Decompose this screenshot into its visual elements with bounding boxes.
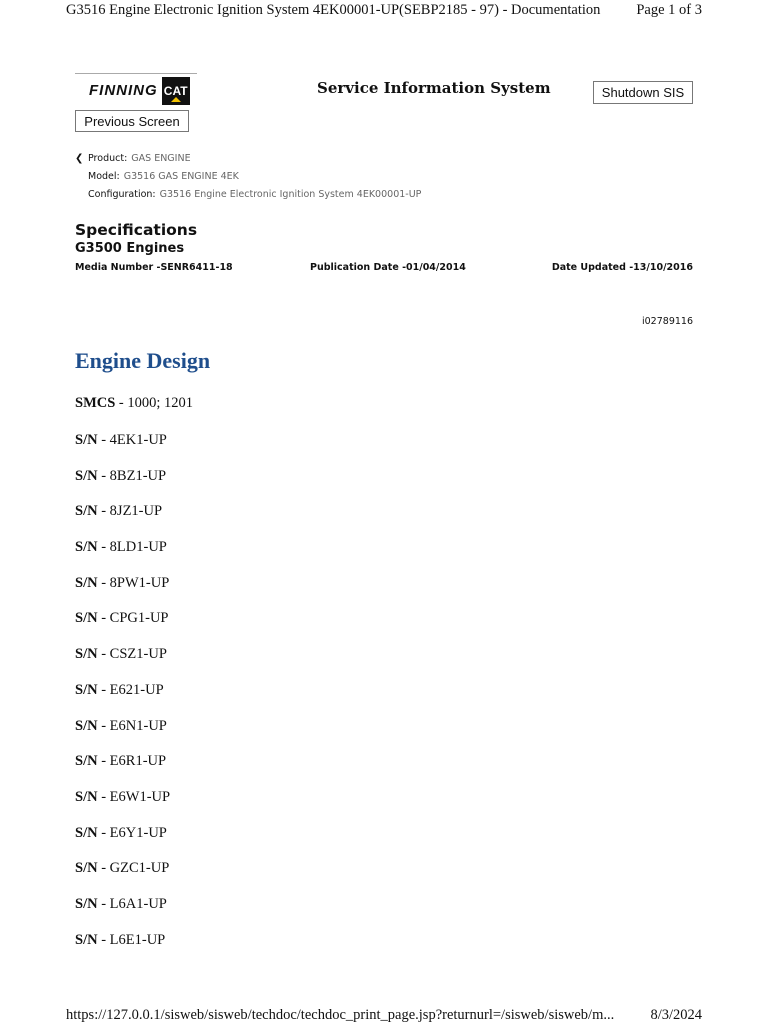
product-label: Product: bbox=[88, 153, 128, 164]
sn-value: CPG1-UP bbox=[109, 610, 169, 627]
chevron-left-icon[interactable]: ❮ bbox=[75, 153, 84, 164]
breadcrumb-configuration[interactable] bbox=[75, 188, 421, 206]
print-footer-url: https://127.0.0.1/sisweb/sisweb/techdoc/techdoc_print_page.jsp?returnurl=/sisweb/sisweb/m... bbox=[66, 1007, 615, 1023]
sn-value: E6R1-UP bbox=[109, 753, 167, 770]
sn-label: S/N bbox=[75, 895, 98, 912]
document-id: i02789116 bbox=[642, 316, 693, 327]
serial-number-item: S/N - E6N1-UP bbox=[75, 717, 167, 734]
publication-date: Publication Date -01/04/2014 bbox=[310, 262, 466, 273]
serial-number-item: S/N - E6R1-UP bbox=[75, 753, 167, 770]
configuration-value: G3516 Engine Electronic Ignition System 4EK00001-UP bbox=[159, 189, 422, 200]
sn-label: S/N bbox=[75, 681, 98, 698]
print-header bbox=[66, 0, 702, 20]
topic-title: Engine Design bbox=[75, 348, 211, 373]
sn-value: L6A1-UP bbox=[109, 895, 167, 912]
smcs-line bbox=[75, 395, 193, 412]
sn-value: 8LD1-UP bbox=[109, 539, 167, 556]
shutdown-sis-button[interactable]: Shutdown SIS bbox=[593, 81, 693, 104]
sn-value: 8PW1-UP bbox=[109, 574, 170, 591]
sn-label: S/N bbox=[75, 539, 98, 556]
breadcrumb-model[interactable] bbox=[75, 170, 421, 188]
print-footer-date: 8/3/2024 bbox=[650, 1007, 702, 1023]
serial-number-item: S/N - 8BZ1-UP bbox=[75, 467, 167, 484]
sn-value: 8JZ1-UP bbox=[109, 503, 163, 520]
sn-value: E621-UP bbox=[109, 681, 164, 698]
sn-value: E6N1-UP bbox=[109, 717, 167, 734]
breadcrumb-product[interactable] bbox=[75, 152, 421, 170]
cat-logo-text: CAT bbox=[163, 83, 188, 98]
sn-value: E6W1-UP bbox=[109, 788, 171, 805]
serial-number-item: S/N - L6E1-UP bbox=[75, 931, 166, 948]
page-title: Specifications bbox=[75, 221, 198, 239]
product-value: GAS ENGINE bbox=[131, 153, 191, 164]
sn-label: S/N bbox=[75, 432, 98, 448]
serial-number-item: S/N - E621-UP bbox=[75, 681, 164, 698]
print-header-page: Page 1 of 3 bbox=[636, 2, 702, 18]
sn-label: S/N bbox=[75, 931, 98, 948]
serial-number-item: S/N - 4EK1-UP bbox=[75, 432, 167, 448]
breadcrumb bbox=[75, 152, 421, 206]
print-footer bbox=[66, 1005, 702, 1025]
sn-label: S/N bbox=[75, 788, 98, 805]
model-value: G3516 GAS ENGINE 4EK bbox=[123, 171, 239, 182]
sn-value: 8BZ1-UP bbox=[109, 467, 167, 484]
sn-label: S/N bbox=[75, 467, 98, 484]
previous-screen-button[interactable]: Previous Screen bbox=[75, 110, 189, 132]
sn-value: CSZ1-UP bbox=[109, 646, 167, 663]
serial-number-item: S/N - CPG1-UP bbox=[75, 610, 169, 627]
sn-value: GZC1-UP bbox=[109, 860, 170, 877]
serial-number-item: S/N - L6A1-UP bbox=[75, 895, 167, 912]
serial-number-item: S/N - GZC1-UP bbox=[75, 860, 170, 877]
finning-logo-text: FINNING bbox=[89, 82, 158, 99]
serial-number-item: S/N - E6W1-UP bbox=[75, 788, 171, 805]
smcs-value: - 1000; 1201 bbox=[115, 395, 194, 411]
serial-number-list bbox=[75, 431, 170, 966]
model-label: Model: bbox=[88, 171, 120, 182]
sn-label: S/N bbox=[75, 860, 98, 877]
sn-label: S/N bbox=[75, 753, 98, 770]
date-updated: Date Updated -13/10/2016 bbox=[551, 262, 693, 273]
media-number: Media Number -SENR6411-18 bbox=[75, 262, 233, 273]
smcs-label: SMCS bbox=[75, 395, 116, 411]
serial-number-item: S/N - 8JZ1-UP bbox=[75, 503, 163, 520]
finning-cat-logo bbox=[75, 73, 197, 107]
sn-label: S/N bbox=[75, 503, 98, 520]
sn-label: S/N bbox=[75, 574, 98, 591]
sn-label: S/N bbox=[75, 610, 98, 627]
page-subtitle: G3500 Engines bbox=[75, 241, 185, 256]
sn-value: L6E1-UP bbox=[109, 931, 166, 948]
configuration-label: Configuration: bbox=[88, 189, 156, 200]
cat-logo-icon bbox=[162, 77, 190, 105]
serial-number-item: S/N - 8LD1-UP bbox=[75, 539, 167, 556]
print-header-title: G3516 Engine Electronic Ignition System 4EK00001-UP(SEBP2185 - 97) - Documentation bbox=[66, 2, 601, 18]
serial-number-item: S/N - E6Y1-UP bbox=[75, 824, 167, 841]
sn-value: E6Y1-UP bbox=[109, 824, 167, 841]
serial-number-item: S/N - CSZ1-UP bbox=[75, 646, 167, 663]
serial-number-item: S/N - 8PW1-UP bbox=[75, 574, 170, 591]
sn-label: S/N bbox=[75, 717, 98, 734]
sn-value: 4EK1-UP bbox=[109, 432, 167, 448]
sn-label: S/N bbox=[75, 646, 98, 663]
sis-title: Service Information System bbox=[317, 79, 551, 97]
sn-label: S/N bbox=[75, 824, 98, 841]
